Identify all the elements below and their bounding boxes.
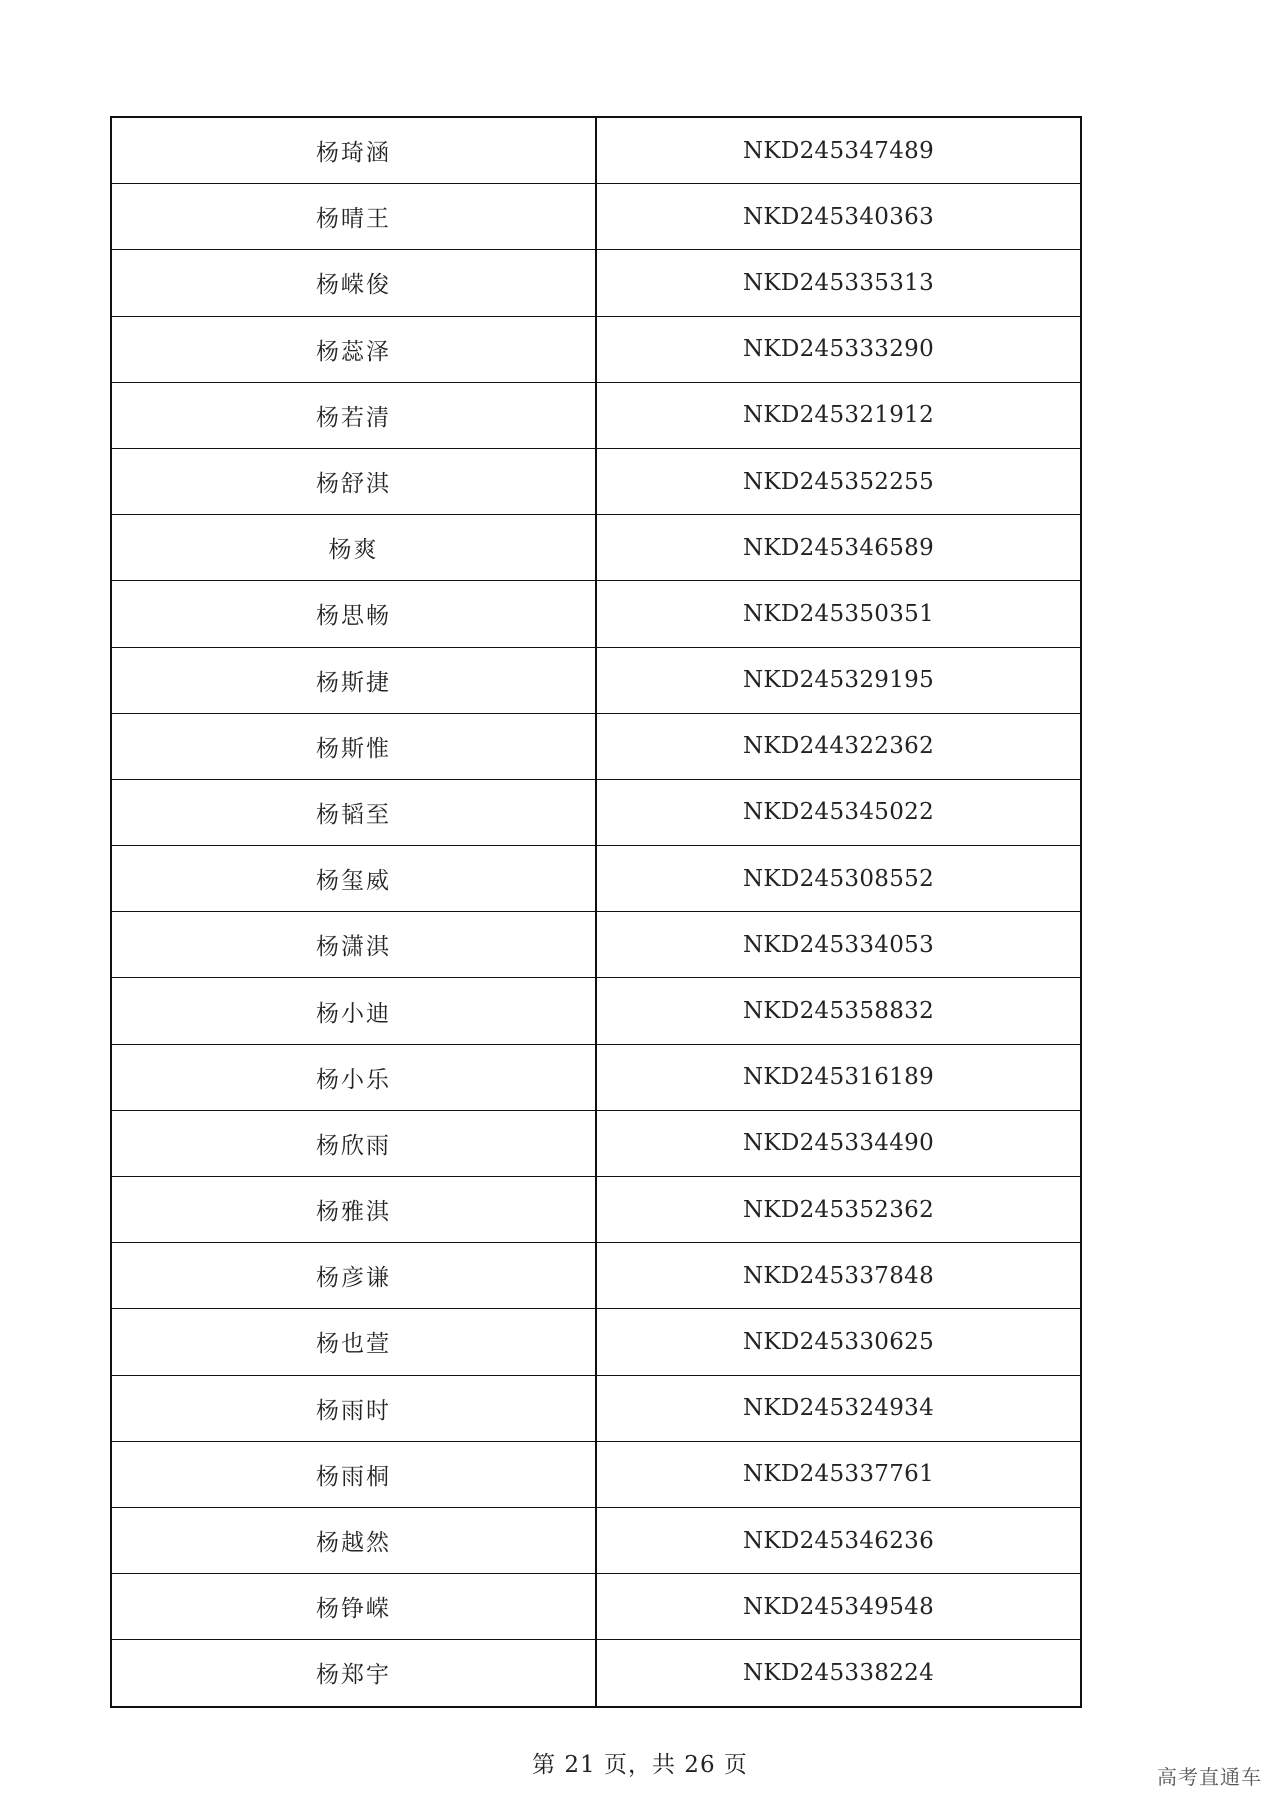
name-cell: 杨小迪	[112, 978, 596, 1044]
name-cell: 杨越然	[112, 1507, 596, 1573]
code-cell: NKD245329195	[596, 647, 1080, 713]
code-cell: NKD245338224	[742, 1659, 935, 1686]
name-cell: 杨也萱	[112, 1309, 596, 1375]
table-row	[112, 1441, 1080, 1507]
table-row	[112, 713, 1080, 779]
code-cell: NKD245352362	[596, 1177, 1080, 1243]
code-cell: NKD245346236	[596, 1507, 1080, 1573]
name-cell: 杨潇淇	[112, 912, 596, 978]
table-row	[112, 184, 1080, 250]
code-cell: NKD244322362	[596, 713, 1080, 779]
list-table	[110, 116, 1082, 1708]
name-cell: 杨舒淇	[112, 448, 596, 514]
table-row	[112, 1110, 1080, 1176]
table-row	[112, 250, 1080, 316]
table-row	[112, 515, 1080, 581]
table-row	[112, 1309, 1080, 1375]
code-cell: NKD245334490	[596, 1110, 1080, 1176]
code-cell: NKD245324934	[596, 1375, 1080, 1441]
table-row	[112, 581, 1080, 647]
table-row	[112, 1574, 1080, 1640]
table-row	[112, 1640, 1080, 1706]
table-row	[112, 1044, 1080, 1110]
page-footer: 第 21 页，共 26 页	[532, 1752, 748, 1778]
table-row	[112, 1243, 1080, 1309]
table-row	[112, 382, 1080, 448]
code-cell: NKD245352255	[596, 448, 1080, 514]
name-code-table	[112, 118, 1080, 1706]
name-cell: 杨嵘俊	[112, 250, 596, 316]
name-cell: 杨斯惟	[112, 713, 596, 779]
code-cell: NKD245337848	[596, 1243, 1080, 1309]
table-body	[112, 118, 1080, 1706]
watermark-text: 高考直通车	[1157, 1765, 1262, 1789]
name-cell: 杨晴王	[112, 184, 596, 250]
table-row	[112, 779, 1080, 845]
name-cell: 杨思畅	[112, 581, 596, 647]
name-cell: 杨欣雨	[112, 1110, 596, 1176]
name-cell: 杨雨时	[112, 1375, 596, 1441]
table-row	[112, 1177, 1080, 1243]
code-cell: NKD245349548	[596, 1574, 1080, 1640]
code-cell: NKD245346589	[596, 515, 1080, 581]
name-cell: 杨斯捷	[112, 647, 596, 713]
name-cell: 杨彦谦	[112, 1243, 596, 1309]
table-row	[112, 846, 1080, 912]
table-row	[112, 118, 1080, 184]
table-row	[112, 1507, 1080, 1573]
code-cell: NKD245316189	[596, 1044, 1080, 1110]
name-cell: 杨韬至	[112, 779, 596, 845]
name-cell: 杨若清	[112, 382, 596, 448]
table-row	[112, 647, 1080, 713]
code-cell: NKD245308552	[596, 846, 1080, 912]
code-cell: NKD245347489	[596, 118, 1080, 184]
code-cell: NKD245333290	[596, 316, 1080, 382]
name-cell: 杨爽	[112, 515, 596, 581]
code-cell: NKD245350351	[596, 581, 1080, 647]
table-row	[112, 448, 1080, 514]
name-cell: 杨铮嵘	[112, 1574, 596, 1640]
name-cell: 杨小乐	[112, 1044, 596, 1110]
name-cell: 杨玺威	[112, 846, 596, 912]
code-cell: NKD245321912	[596, 382, 1080, 448]
name-cell: 杨雨桐	[112, 1441, 596, 1507]
code-cell: NKD245345022	[596, 779, 1080, 845]
code-cell: NKD245334053	[596, 912, 1080, 978]
code-cell: NKD245358832	[596, 978, 1080, 1044]
code-cell: NKD245337761	[596, 1441, 1080, 1507]
table-row	[112, 1375, 1080, 1441]
code-cell: NKD245335313	[596, 250, 1080, 316]
table-row	[112, 978, 1080, 1044]
name-cell: 杨郑宇	[112, 1640, 596, 1706]
name-cell: 杨蕊泽	[112, 316, 596, 382]
code-cell: NKD245340363	[596, 184, 1080, 250]
name-cell: 杨琦涵	[112, 118, 596, 184]
table-row	[112, 316, 1080, 382]
table-row	[112, 912, 1080, 978]
code-cell: NKD245330625	[596, 1309, 1080, 1375]
name-cell: 杨雅淇	[112, 1177, 596, 1243]
